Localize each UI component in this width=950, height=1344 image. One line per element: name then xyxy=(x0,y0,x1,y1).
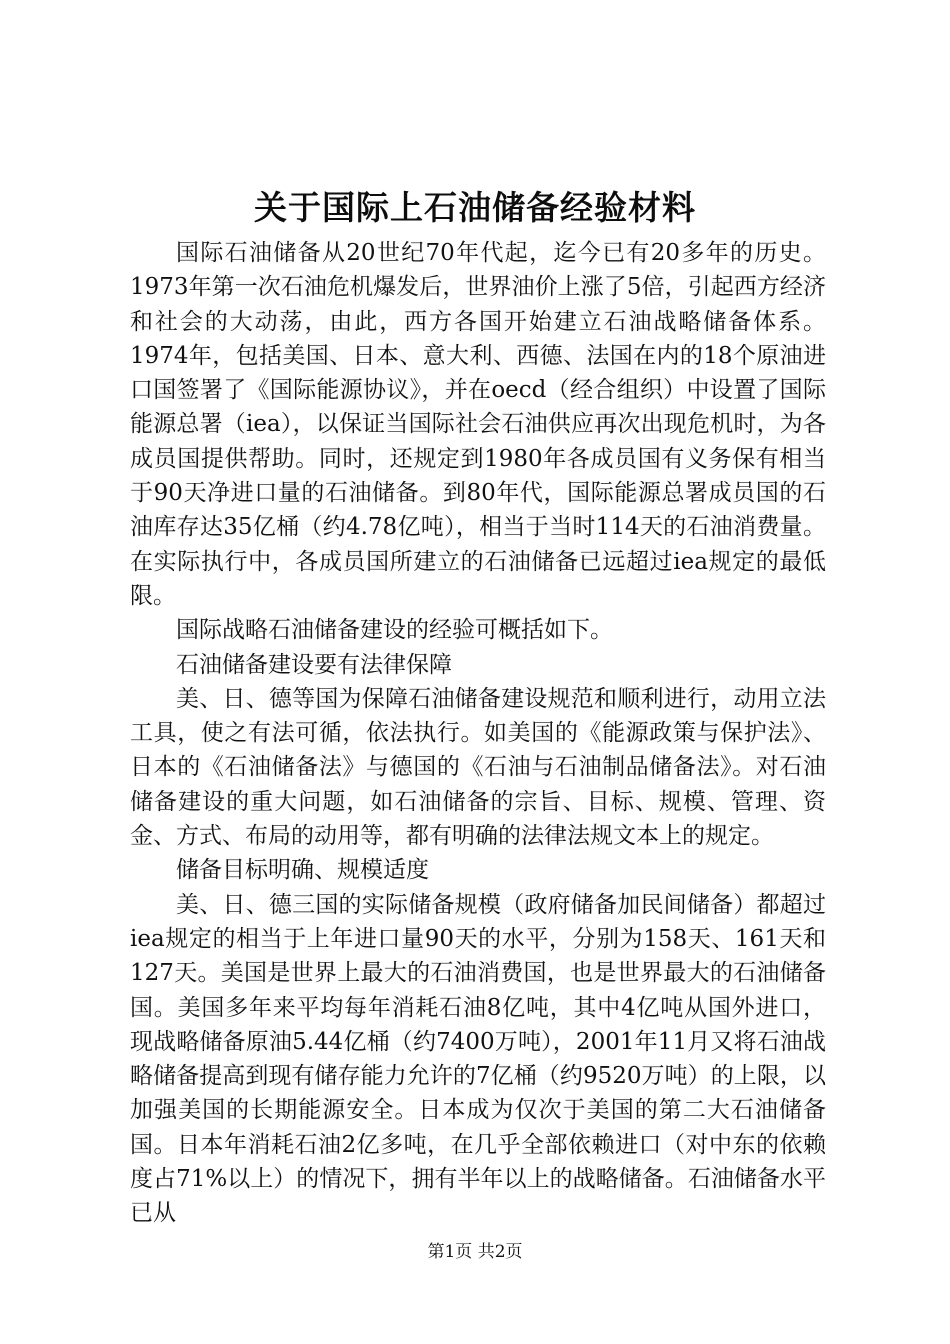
paragraph: 国际石油储备从20世纪70年代起，迄今已有20多年的历史。1973年第一次石油危机爆发后，世界油价上涨了5倍，引起西方经济和社会的大动荡，由此，西方各国开始建立石油战略储备体系。1974年，包括美国、日本、意大利、西德、法国在内的18个原油进口国签署了《国际能源协议》，并在oecd（经合组织）中设置了国际能源总署（iea），以保证当国际社会石油供应再次出现危机时，为各成员国提供帮助。同时，还规定到1980年各成员国有义务保有相当于90天净进口量的石油储备。到80年代，国际能源总署成员国的石油库存达35亿桶（约4.78亿吨），相当于当时114天的石油消费量。在实际执行中，各成员国所建立的石油储备已远超过iea规定的最低限。 xyxy=(130,240,826,609)
paragraph: 美、日、德三国的实际储备规模（政府储备加民间储备）都超过iea规定的相当于上年进口量90天的水平，分别为158天、161天和127天。美国是世界上最大的石油消费国，也是世界最大的石油储备国。美国多年来平均每年消耗石油8亿吨，其中4亿吨从国外进口，现战略储备原油5.44亿桶（约7400万吨），2001年11月又将石油战略储备提高到现有储存能力允许的7亿桶（约9520万吨）的上限，以加强美国的长期能源安全。日本成为仅次于美国的第二大石油储备国。日本年消耗石油2亿多吨，在几乎全部依赖进口（对中东的依赖度占71%以上）的情况下，拥有半年以上的战略储备。石油储备水平已从 xyxy=(130,891,826,1227)
section-heading: 储备目标明确、规模适度 xyxy=(176,857,429,884)
document-title: 关于国际上石油储备经验材料 xyxy=(254,188,696,227)
document-body xyxy=(130,236,826,1231)
paragraph: 美、日、德等国为保障石油储备建设规范和顺利进行，动用立法工具，使之有法可循，依法执行。如美国的《能源政策与保护法》、日本的《石油储备法》与德国的《石油与石油制品储备法》。对石油储备建设的重大问题，如石油储备的宗旨、目标、规模、管理、资金、方式、布局的动用等，都有明确的法律法规文本上的规定。 xyxy=(130,685,826,850)
paragraph: 国际战略石油储备建设的经验可概括如下。 xyxy=(176,617,613,644)
page-footer: 第1页 共2页 xyxy=(427,1242,523,1262)
section-heading: 石油储备建设要有法律保障 xyxy=(176,651,452,678)
